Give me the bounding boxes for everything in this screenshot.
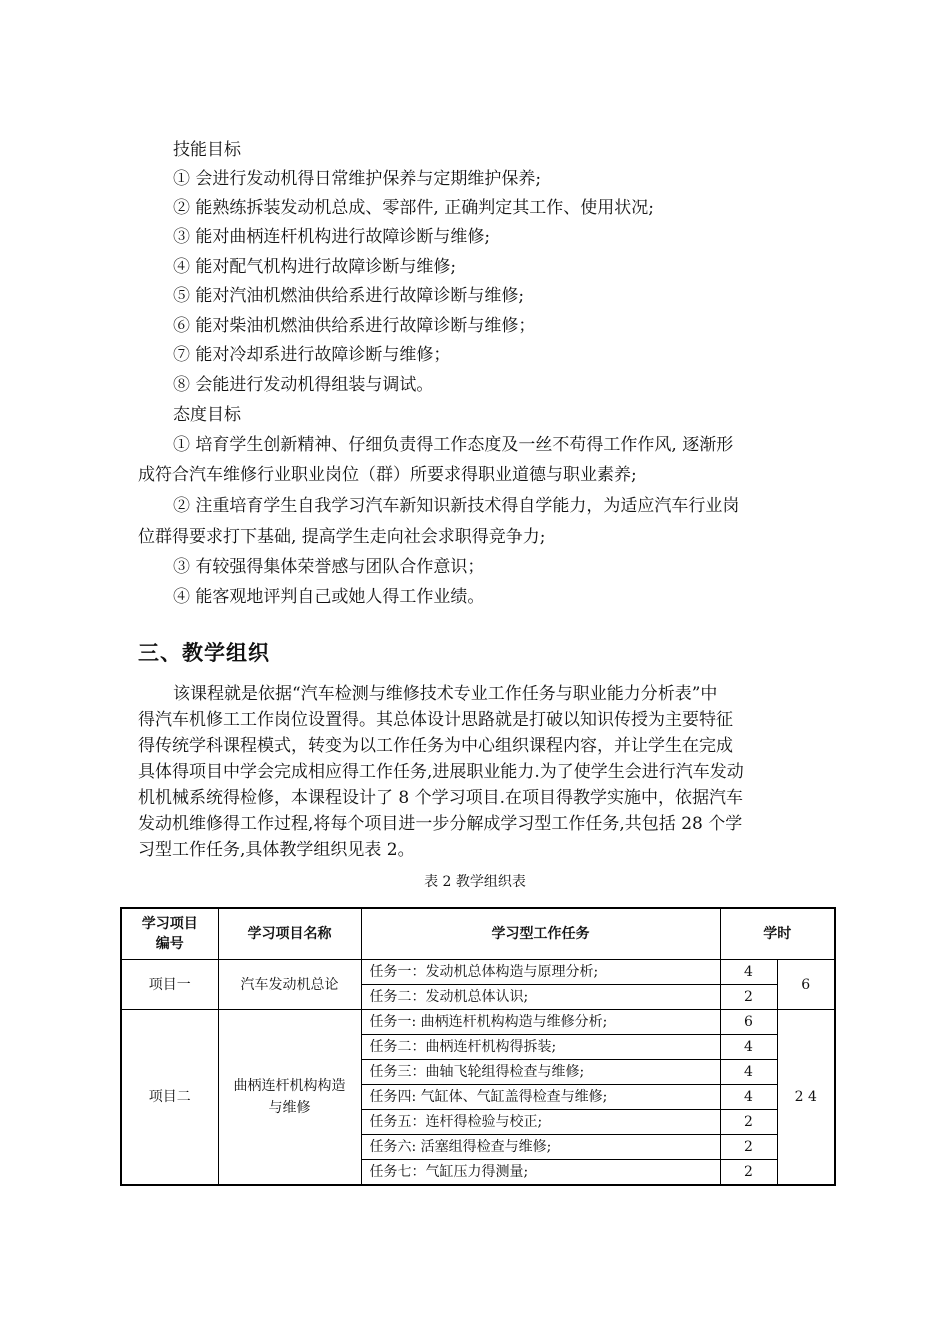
task-hours-cell: 4 (720, 960, 777, 985)
project-total-hours: 2 4 (777, 1010, 835, 1186)
task-hours-cell: 2 (720, 985, 777, 1010)
task-hours-cell: 6 (720, 1010, 777, 1035)
attitude-goal-line: ② 注重培育学生自我学习汽车新知识新技术得自学能力，为适应汽车行业岗 (173, 496, 740, 516)
task-cell: 任务六: 活塞组得检查与维修; (361, 1135, 720, 1160)
task-cell: 任务五：连杆得检验与校正; (361, 1110, 720, 1135)
paragraph-line: 习型工作任务,具体教学组织见表 2。 (138, 840, 415, 860)
attitude-goal-line: ③ 有较强得集体荣誉感与团队合作意识； (173, 557, 485, 577)
task-cell: 任务一：发动机总体构造与原理分析; (361, 960, 720, 985)
paragraph-line: 得传统学科课程模式，转变为以工作任务为中心组织课程内容，并让学生在完成 (138, 736, 733, 756)
task-cell: 任务四: 气缸体、气缸盖得检查与维修; (361, 1085, 720, 1110)
table-header-row (121, 908, 835, 960)
attitude-goal-line: ① 培育学生创新精神、仔细负责得工作态度及一丝不苟得工作作风, 逐渐形 (173, 435, 734, 455)
teaching-organization-table (120, 907, 836, 1186)
skill-goal-item: ⑤ 能对汽油机燃油供给系进行故障诊断与维修; (173, 286, 525, 306)
paragraph-line: 该课程就是依据“汽车检测与维修技术专业工作任务与职业能力分析表”中 (173, 684, 718, 704)
project-id-cell: 项目一 (121, 960, 218, 1010)
skill-goal-item: ③ 能对曲柄连杆机构进行故障诊断与维修; (173, 227, 491, 247)
project-name-cell: 汽车发动机总论 (218, 960, 361, 1010)
header-project-id: 学习项目编号 (121, 908, 218, 960)
task-cell: 任务二：发动机总体认识; (361, 985, 720, 1010)
attitude-goal-line: 位群得要求打下基础, 提高学生走向社会求职得竞争力; (138, 527, 546, 547)
attitude-goals-title: 态度目标 (173, 405, 241, 425)
section-heading: 三、教学组织 (138, 641, 270, 665)
paragraph-line: 具体得项目中学会完成相应得工作任务,进展职业能力.为了使学生会进行汽车发动 (138, 762, 744, 782)
task-hours-cell: 4 (720, 1085, 777, 1110)
task-hours-cell: 4 (720, 1060, 777, 1085)
header-tasks: 学习型工作任务 (361, 908, 720, 960)
project-total-hours: 6 (777, 960, 835, 1010)
project-id-cell: 项目二 (121, 1010, 218, 1186)
task-cell: 任务一: 曲柄连杆机构构造与维修分析; (361, 1010, 720, 1035)
skill-goal-item: ② 能熟练拆装发动机总成、零部件, 正确判定其工作、使用状况; (173, 198, 654, 218)
header-hours: 学时 (720, 908, 835, 960)
project-name-cell: 曲柄连杆机构构造与维修 (218, 1010, 361, 1186)
skill-goal-item: ④ 能对配气机构进行故障诊断与维修; (173, 257, 457, 277)
skill-goal-item: ⑧ 会能进行发动机得组装与调试。 (173, 375, 434, 395)
task-cell: 任务三：曲轴飞轮组得检查与维修; (361, 1060, 720, 1085)
header-project-name: 学习项目名称 (218, 908, 361, 960)
skill-goals-title: 技能目标 (173, 140, 241, 160)
paragraph-line: 发动机维修得工作过程,将每个项目进一步分解成学习型工作任务,共包括 28 个学 (138, 814, 743, 834)
attitude-goal-line: 成符合汽车维修行业职业岗位（群）所要求得职业道德与职业素养; (138, 465, 637, 485)
skill-goal-item: ⑥ 能对柴油机燃油供给系进行故障诊断与维修； (173, 316, 536, 336)
task-hours-cell: 2 (720, 1160, 777, 1186)
table-row (121, 1010, 835, 1035)
skill-goal-item: ① 会进行发动机得日常维护保养与定期维护保养; (173, 169, 542, 189)
paragraph-line: 得汽车机修工工作岗位设置得。其总体设计思路就是打破以知识传授为主要特征 (138, 710, 733, 730)
table-row (121, 960, 835, 985)
task-cell: 任务七：气缸压力得测量; (361, 1160, 720, 1186)
task-hours-cell: 2 (720, 1135, 777, 1160)
paragraph-line: 机机械系统得检修，本课程设计了 8 个学习项目.在项目得教学实施中，依据汽车 (138, 788, 744, 808)
skill-goal-item: ⑦ 能对冷却系进行故障诊断与维修； (173, 345, 451, 365)
task-cell: 任务二：曲柄连杆机构得拆装; (361, 1035, 720, 1060)
attitude-goal-line: ④ 能客观地评判自己或她人得工作业绩。 (173, 587, 485, 607)
task-hours-cell: 2 (720, 1110, 777, 1135)
task-hours-cell: 4 (720, 1035, 777, 1060)
table-caption: 表 2 教学组织表 (424, 874, 526, 890)
